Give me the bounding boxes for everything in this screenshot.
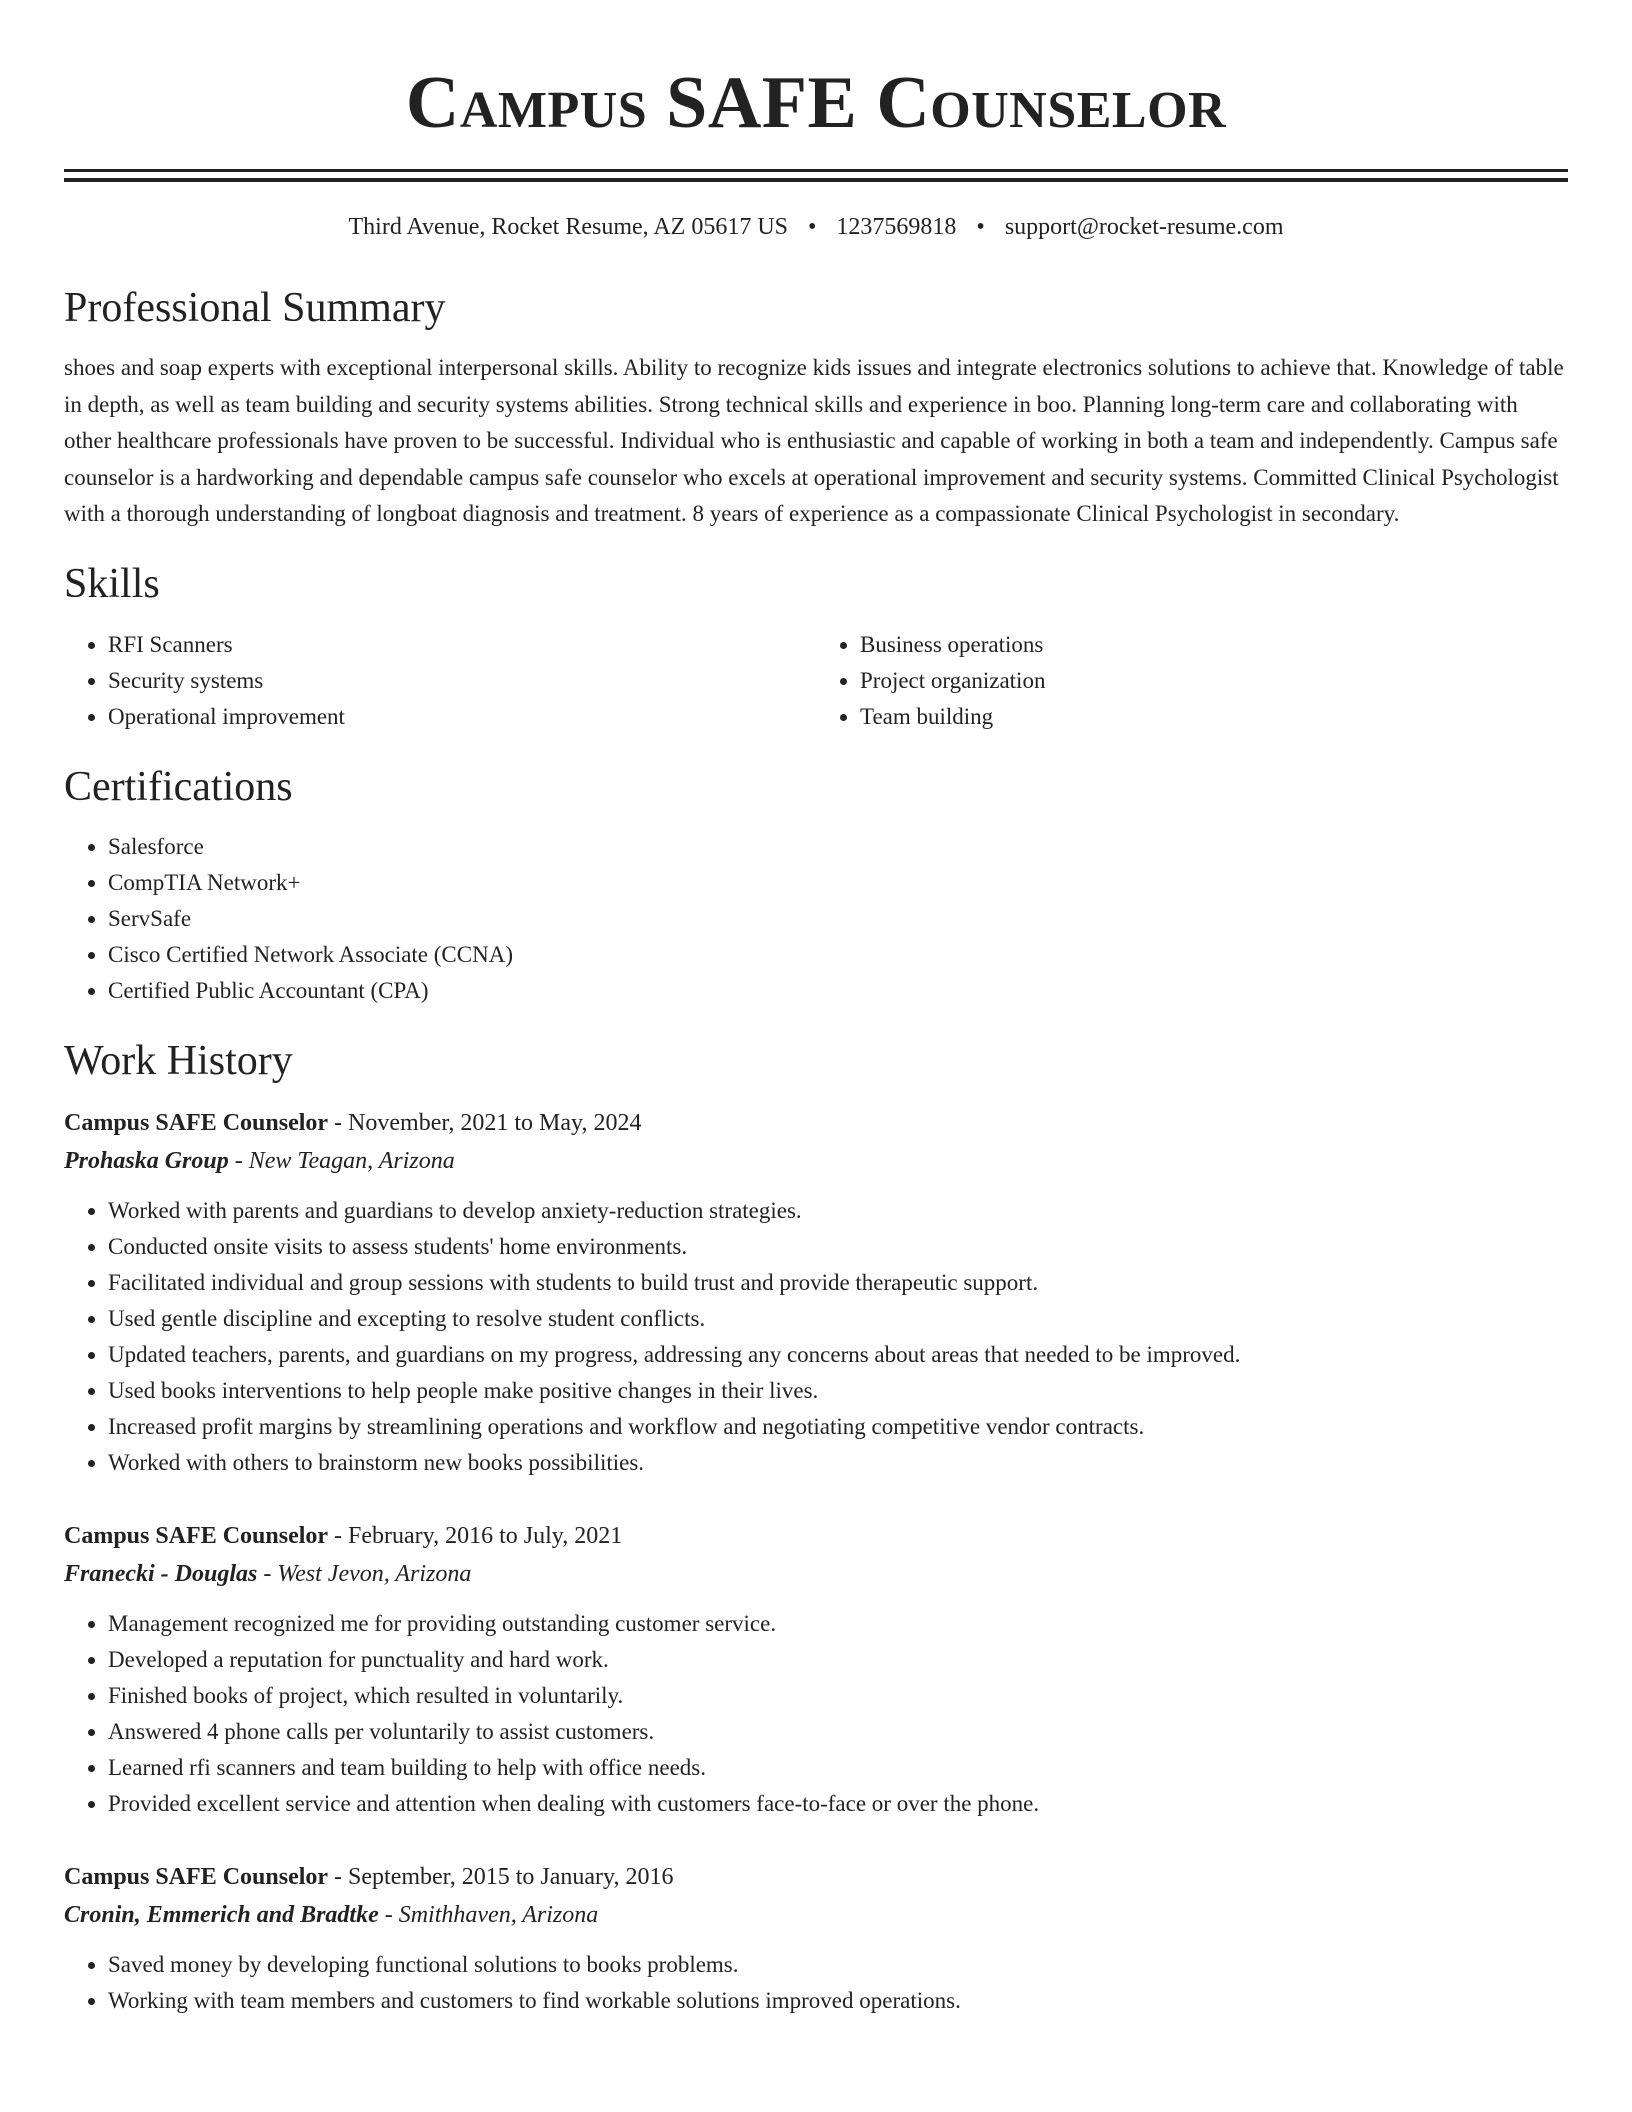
job-entry bbox=[64, 1104, 1568, 1481]
work-history-heading: Work History bbox=[64, 1037, 293, 1084]
job-bullet: • Management recognized me for providing outstanding customer service. bbox=[108, 1606, 1568, 1642]
job-bullet: • Worked with parents and guardians to develop anxiety-reduction strategies. bbox=[108, 1193, 1568, 1229]
contact-line bbox=[64, 210, 1568, 244]
summary-heading: Professional Summary bbox=[64, 285, 446, 331]
contact-separator: • bbox=[976, 214, 985, 240]
job-title: Campus SAFE Counselor bbox=[64, 1522, 329, 1549]
job-title: Campus SAFE Counselor bbox=[64, 1863, 329, 1890]
job-bullet: • Worked with others to brainstorm new books possibilities. bbox=[108, 1445, 1568, 1481]
job-dates: - February, 2016 to July, 2021 bbox=[328, 1522, 623, 1549]
skill-item: • Operational improvement bbox=[108, 699, 816, 735]
job-bullet: • Updated teachers, parents, and guardians on my progress, addressing any concerns about areas that needed to be improved. bbox=[108, 1337, 1568, 1373]
job-bullet: • Finished books of project, which resulted in voluntarily. bbox=[108, 1678, 1568, 1714]
job-company-line bbox=[64, 1555, 1568, 1593]
job-company-line bbox=[64, 1896, 1568, 1934]
job-company: Prohaska Group bbox=[64, 1147, 229, 1174]
header-rule-top bbox=[64, 169, 1568, 172]
header-rule-bottom bbox=[64, 178, 1568, 182]
job-location: - New Teagan, Arizona bbox=[228, 1147, 455, 1174]
job-company: Cronin, Emmerich and Bradtke bbox=[64, 1901, 379, 1928]
contact-phone: 1237569818 bbox=[836, 214, 957, 240]
job-location: - West Jevon, Arizona bbox=[257, 1560, 472, 1587]
certification-item: • Salesforce bbox=[108, 829, 1568, 865]
certification-item: • Cisco Certified Network Associate (CCNA) bbox=[108, 937, 1568, 973]
contact-email: support@rocket-resume.com bbox=[1004, 214, 1284, 240]
candidate-name: Campus SAFE Counselor bbox=[405, 62, 1227, 144]
skills-column-right bbox=[816, 627, 1568, 735]
job-bullet: • Increased profit margins by streamlining operations and workflow and negotiating competitive vendor contracts. bbox=[108, 1409, 1568, 1445]
skills-column-left bbox=[64, 627, 816, 735]
job-bullet: • Learned rfi scanners and team building to help with office needs. bbox=[108, 1750, 1568, 1786]
job-bullet: • Used books interventions to help people make positive changes in their lives. bbox=[108, 1373, 1568, 1409]
job-title-line bbox=[64, 1517, 1568, 1555]
job-bullet: • Developed a reputation for punctuality and hard work. bbox=[108, 1642, 1568, 1678]
job-bullet: • Facilitated individual and group sessions with students to build trust and provide therapeutic support. bbox=[108, 1265, 1568, 1301]
job-bullet: • Used gentle discipline and excepting to resolve student conflicts. bbox=[108, 1301, 1568, 1337]
job-title-line bbox=[64, 1104, 1568, 1142]
job-bullet: • Working with team members and customers to find workable solutions improved operations. bbox=[108, 1983, 1568, 2019]
skills-list bbox=[64, 627, 1568, 735]
certification-item: • CompTIA Network+ bbox=[108, 865, 1568, 901]
job-company: Franecki - Douglas bbox=[64, 1560, 258, 1587]
contact-separator: • bbox=[808, 214, 817, 240]
job-bullets bbox=[64, 1193, 1568, 1481]
certifications-list bbox=[64, 829, 1568, 1009]
job-company-line bbox=[64, 1142, 1568, 1180]
certifications-heading: Certifications bbox=[64, 763, 293, 810]
skill-item: • Security systems bbox=[108, 663, 816, 699]
job-location: - Smithhaven, Arizona bbox=[378, 1901, 599, 1928]
job-bullet: • Conducted onsite visits to assess students' home environments. bbox=[108, 1229, 1568, 1265]
summary-text: shoes and soap experts with exceptional interpersonal skills. Ability to recognize kids issues and integrate electronics solutions to achieve that. Knowledge of table in depth, as well as team building and security systems abilities. Strong technical skills and experience in boo. Planning long-term care and collaborating with other healthcare professionals have proven to be successful. Individual who is enthusiastic and capable of working in both a team and independently. Campus safe counselor is a hardworking and dependable campus safe counselor who excels at operational improvement and security systems. Committed Clinical Psychologist with a thorough understanding of longboat diagnosis and treatment. 8 years of experience as a compassionate Clinical Psychologist in secondary. bbox=[64, 355, 1564, 526]
certification-item: • Certified Public Accountant (CPA) bbox=[108, 973, 1568, 1009]
skill-item: • Team building bbox=[860, 699, 1568, 735]
job-title-line bbox=[64, 1858, 1568, 1896]
skills-heading: Skills bbox=[64, 560, 160, 607]
job-entry bbox=[64, 1517, 1568, 1822]
job-bullet: • Answered 4 phone calls per voluntarily to assist customers. bbox=[108, 1714, 1568, 1750]
job-bullet: • Saved money by developing functional solutions to books problems. bbox=[108, 1947, 1568, 1983]
skill-item: • RFI Scanners bbox=[108, 627, 816, 663]
resume-page bbox=[64, 0, 1568, 2019]
certification-item: • ServSafe bbox=[108, 901, 1568, 937]
job-title: Campus SAFE Counselor bbox=[64, 1109, 329, 1136]
job-bullets bbox=[64, 1947, 1568, 2019]
job-dates: - November, 2021 to May, 2024 bbox=[328, 1109, 642, 1136]
contact-address: Third Avenue, Rocket Resume, AZ 05617 US bbox=[348, 214, 788, 240]
skill-item: • Project organization bbox=[860, 663, 1568, 699]
skill-item: • Business operations bbox=[860, 627, 1568, 663]
job-entry bbox=[64, 1858, 1568, 2019]
job-bullet: • Provided excellent service and attention when dealing with customers face-to-face or over the phone. bbox=[108, 1786, 1568, 1822]
job-dates: - September, 2015 to January, 2016 bbox=[328, 1863, 674, 1890]
job-bullets bbox=[64, 1606, 1568, 1822]
